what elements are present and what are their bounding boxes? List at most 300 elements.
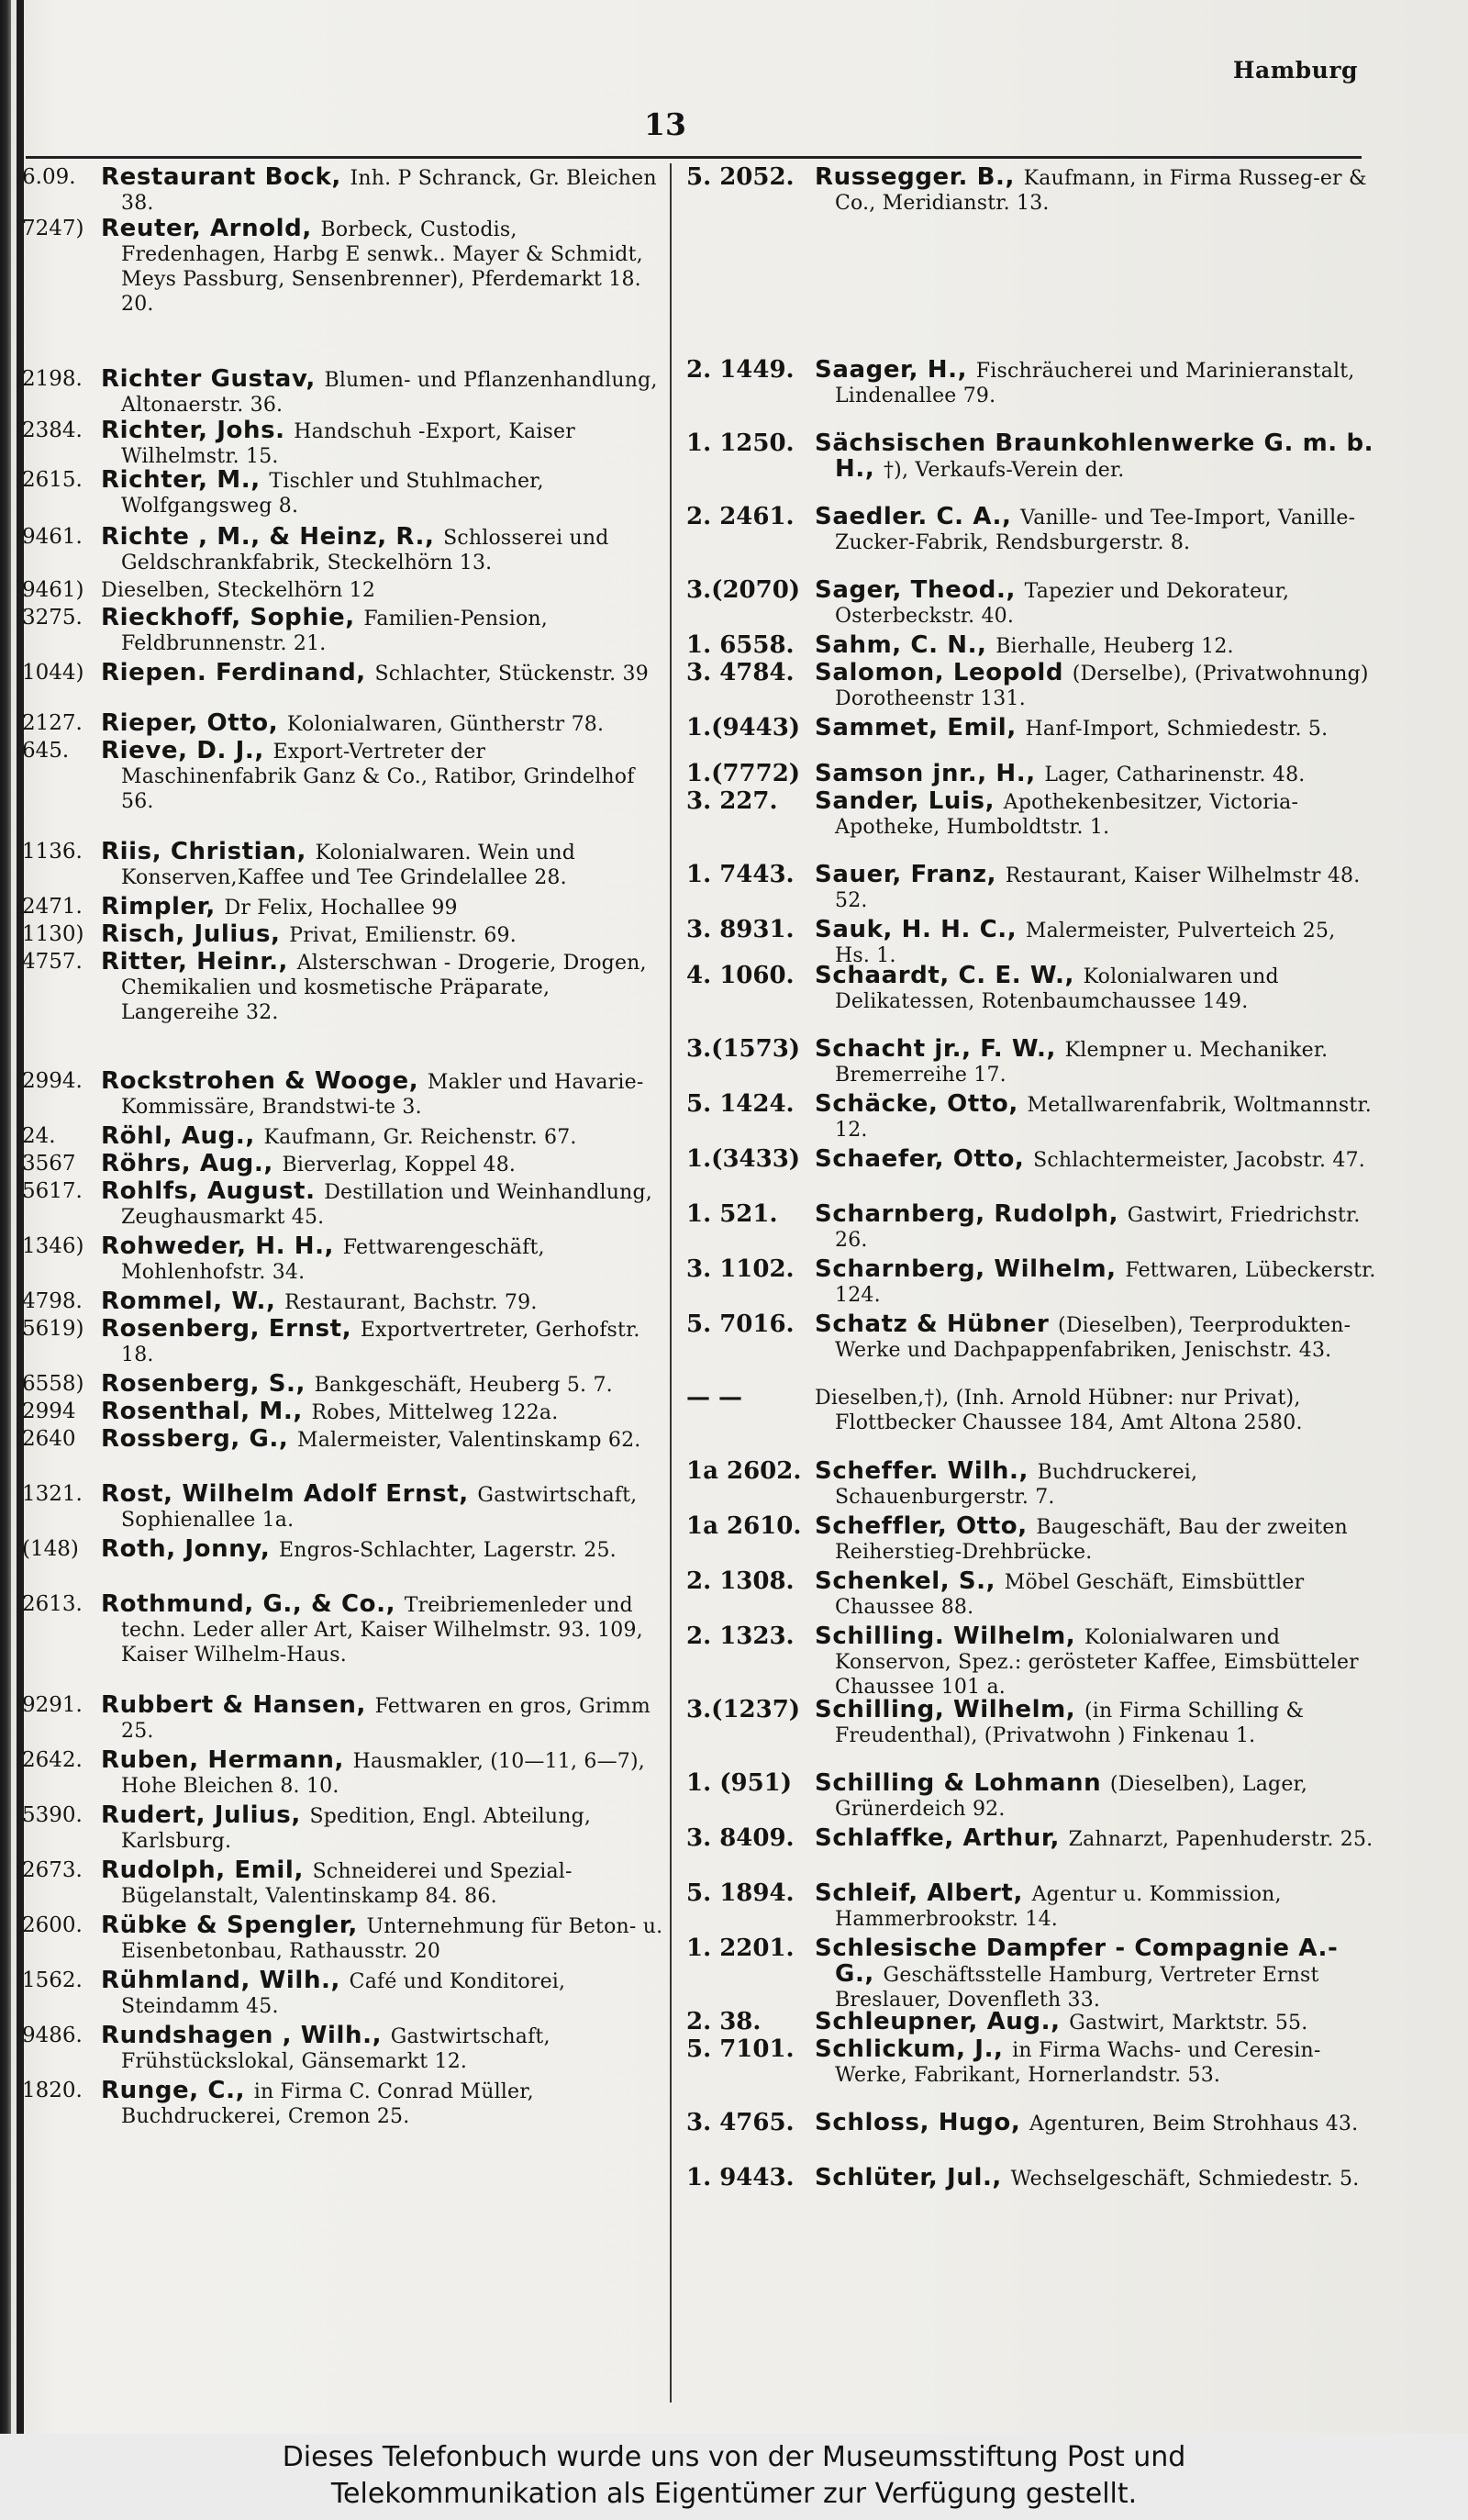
subscriber-details: Engros-Schlachter, Lagerstr. 25. [278, 1539, 617, 1562]
phone-number: 9461. [22, 525, 83, 549]
phone-number: 1. 6558. [686, 631, 795, 659]
directory-entry [686, 165, 1376, 216]
subscriber-details: Borbeck, Custodis, Fredenhagen, Harbg E senwk.. Mayer & Schmidt, Meys Passburg, Sensenbrenner), Pferdemarkt 18. 20. [121, 218, 643, 316]
entry-text [815, 2010, 1376, 2035]
subscriber-name: Rudert, Julius, [101, 1801, 310, 1829]
subscriber-details: Kolonialwaren und Delikatessen, Rotenbaumchaussee 149. [835, 965, 1279, 1013]
subscriber-name: Richte , M., & Heinz, R., [101, 523, 444, 551]
entry-text [815, 633, 1376, 659]
subscriber-name: Schilling & Lohmann [815, 1769, 1110, 1797]
subscriber-details: Malermeister, Pulverteich 25, Hs. 1. [835, 920, 1336, 967]
subscriber-name: Riepen. Ferdinand, [101, 659, 375, 686]
subscriber-details: Vanille- und Tee-Import, Vanille-Zucker-Fabrik, Rendsburgerstr. 8. [835, 507, 1356, 554]
entry-text [815, 1624, 1376, 1700]
phone-number: 1346) [22, 1234, 84, 1258]
subscriber-details: Dr Felix, Hochallee 99 [224, 897, 458, 920]
entry-text [101, 950, 664, 1025]
directory-entry [686, 918, 1376, 968]
entry-text [815, 1147, 1376, 1173]
subscriber-details: Klempner u. Mechaniker. Bremerreihe 17. [835, 1039, 1329, 1087]
subscriber-name: Schlaffke, Arthur, [815, 1824, 1069, 1852]
subscriber-name: Rudolph, Emil, [101, 1857, 313, 1884]
subscriber-name: Schleupner, Aug., [815, 2008, 1070, 2035]
directory-entry [22, 1537, 664, 1563]
subscriber-details: Fischräucherei und Marinieranstalt, Lindenallee 79. [835, 360, 1355, 407]
subscriber-details: Lager, Catharinenstr. 48. [1044, 764, 1306, 786]
phone-number: 1. 9443. [686, 2164, 795, 2191]
running-header-city: Hamburg [1232, 57, 1358, 84]
subscriber-name: Richter Gustav, [101, 365, 325, 393]
subscriber-details: Tischler und Stuhlmacher, Wolfgangsweg 8. [121, 470, 544, 518]
directory-entry [686, 964, 1376, 1014]
directory-entry [22, 711, 664, 737]
subscriber-name: Rosenberg, S., [101, 1370, 315, 1398]
phone-number: 1.(3433) [686, 1145, 801, 1173]
subscriber-name: Sauk, H. H. C., [815, 916, 1026, 943]
directory-entry [22, 1372, 664, 1398]
subscriber-details: Schneiderei und Spezial-Bügelanstalt, Valentinskamp 84. 86. [121, 1860, 573, 1908]
subscriber-name: Richter, Johs. [101, 417, 295, 444]
subscriber-name: Sahm, C. N., [815, 631, 996, 659]
subscriber-details: Gastwirt, Friedrichstr. 26. [835, 1204, 1361, 1252]
subscriber-details: Privat, Emilienstr. 69. [289, 924, 517, 947]
subscriber-name: Scharnberg, Wilhelm, [815, 1255, 1126, 1283]
phone-number: 1. 7443. [686, 861, 795, 888]
directory-entry [22, 2024, 664, 2074]
directory-entry [22, 606, 664, 656]
entry-text [815, 918, 1376, 968]
entry-text [101, 1803, 664, 1854]
entry-text [101, 1317, 664, 1367]
directory-entry [686, 505, 1376, 555]
entry-text [101, 217, 664, 317]
phone-number: 1321. [22, 1482, 83, 1506]
subscriber-details: (in Firma Schilling & Freudenthal), (Privatwohn ) Finkenau 1. [835, 1700, 1305, 1747]
phone-number: 9461) [22, 578, 84, 602]
entry-text [815, 1312, 1376, 1363]
entry-text [101, 418, 664, 469]
phone-number: 6.09. [22, 165, 76, 189]
subscriber-details: Wechselgeschäft, Schmiedestr. 5. [1010, 2168, 1360, 2191]
subscriber-details: Bierhalle, Heuberg 12. [995, 635, 1234, 658]
phone-number: 3. 8931. [686, 916, 795, 943]
entry-text [101, 1069, 664, 1120]
subscriber-name: Rieper, Otto, [101, 709, 287, 737]
phone-number: 645. [22, 739, 70, 763]
subscriber-name: Roth, Jonny, [101, 1535, 279, 1563]
phone-number: 3. 4784. [686, 659, 795, 686]
directory-entry [686, 1698, 1376, 1748]
subscriber-name: Saedler. C. A., [815, 503, 1021, 530]
entry-text [101, 1537, 664, 1563]
directory-entry [22, 1234, 664, 1285]
phone-number: 5390. [22, 1803, 83, 1827]
subscriber-details: Restaurant, Kaiser Wilhelmstr 48. 52. [835, 864, 1361, 912]
phone-number: 5. 1424. [686, 1090, 795, 1118]
directory-entry [22, 950, 664, 1025]
subscriber-name: Scheffer. Wilh., [815, 1457, 1038, 1485]
entry-text [815, 358, 1376, 408]
subscriber-details: Schlachtermeister, Jacobstr. 47. [1033, 1149, 1365, 1172]
directory-entry [22, 2079, 664, 2129]
subscriber-name: Sager, Theod., [815, 576, 1025, 604]
subscriber-name: Sander, Luis, [815, 787, 1004, 815]
subscriber-details: Export-Vertreter der Maschinenfabrik Ganz & Co., Ratibor, Grindelhof 56. [121, 741, 635, 813]
directory-entry [22, 1482, 664, 1533]
subscriber-details: Robes, Mittelweg 122a. [311, 1401, 559, 1424]
entry-text [815, 1826, 1376, 1852]
phone-number: 7247) [22, 217, 84, 240]
directory-entry [686, 1202, 1376, 1253]
subscriber-name: Rubbert & Hansen, [101, 1691, 375, 1719]
entry-text [101, 165, 664, 216]
phone-number: 5. 7101. [686, 2035, 795, 2063]
entry-text [101, 1124, 664, 1150]
entry-text [815, 789, 1376, 840]
phone-number: 9486. [22, 2024, 83, 2047]
directory-entry [686, 1257, 1376, 1308]
subscriber-details: Spedition, Engl. Abteilung, Karlsburg. [121, 1805, 592, 1853]
entry-text [101, 468, 664, 518]
entry-text [101, 1234, 664, 1285]
directory-entry [22, 739, 664, 814]
entry-text [101, 922, 664, 948]
subscriber-name: Ruben, Hermann, [101, 1746, 353, 1774]
subscriber-name: Samson jnr., H., [815, 760, 1045, 787]
subscriber-name: Rundshagen , Wilh., [101, 2022, 391, 2049]
directory-entry [22, 661, 664, 686]
subscriber-name: Schilling. Wilhelm, [815, 1622, 1084, 1650]
header-rule [26, 156, 1362, 159]
subscriber-name: Scharnberg, Rudolph, [815, 1200, 1128, 1228]
entry-text [815, 1514, 1376, 1565]
entry-text [101, 578, 664, 603]
directory-entry [686, 1147, 1376, 1173]
subscriber-details: Zahnarzt, Papenhuderstr. 25. [1068, 1828, 1373, 1851]
entry-text [815, 2037, 1376, 2088]
subscriber-name: Sauer, Franz, [815, 861, 1006, 888]
directory-entry [22, 1427, 664, 1453]
phone-number: 1. 2201. [686, 1935, 795, 1962]
subscriber-name: Rothmund, G., & Co., [101, 1590, 405, 1618]
directory-entry [22, 840, 664, 890]
phone-number: 1.(7772) [686, 760, 801, 787]
subscriber-details: Fettwaren, Lübeckerstr. 124. [835, 1259, 1376, 1307]
subscriber-name: Schacht jr., F. W., [815, 1035, 1065, 1063]
entry-text [101, 367, 664, 418]
directory-entry [686, 1312, 1376, 1363]
directory-entry [22, 1858, 664, 1909]
directory-entry [22, 1399, 664, 1425]
phone-number: 3. 4765. [686, 2109, 795, 2136]
phone-number: 9291. [22, 1693, 83, 1717]
subscriber-details: Baugeschäft, Bau der zweiten Reiherstieg-Drehbrücke. [835, 1516, 1348, 1564]
phone-number: 5617. [22, 1179, 83, 1203]
phone-number: 5. 1894. [686, 1879, 795, 1907]
phone-number: 5619) [22, 1317, 84, 1341]
entry-text [815, 1936, 1376, 2013]
entry-text [815, 2111, 1376, 2136]
entry-text [101, 606, 664, 656]
directory-entry [22, 1968, 664, 2019]
phone-number: 1. (951) [686, 1769, 793, 1797]
directory-entry [686, 863, 1376, 913]
phone-number: 1a 2610. [686, 1512, 802, 1540]
directory-entry [686, 1881, 1376, 1932]
phone-number: 3.(1573) [686, 1035, 801, 1063]
subscriber-details: Gastwirt, Marktstr. 55. [1069, 2012, 1308, 2035]
subscriber-details: Schlachter, Stückenstr. 39 [374, 663, 649, 686]
phone-number: 3. 8409. [686, 1824, 795, 1852]
entry-text [101, 661, 664, 686]
subscriber-details: Dieselben, Steckelhörn 12 [101, 579, 376, 602]
subscriber-name: Rommel, W., [101, 1288, 285, 1315]
phone-number: 2994 [22, 1399, 76, 1423]
directory-entry [686, 1514, 1376, 1565]
footer-line-2: Telekommunikation als Eigentümer zur Verfügung gestellt. [330, 2478, 1138, 2510]
subscriber-details: Handschuh -Export, Kaiser Wilhelmstr. 15. [121, 420, 575, 468]
entry-text [101, 1289, 664, 1315]
subscriber-details: (Dieselben), Lager, Grünerdeich 92. [835, 1773, 1308, 1821]
subscriber-details: Gastwirtschaft, Frühstückslokal, Gänsemarkt 12. [121, 2025, 550, 2073]
entry-text [101, 1179, 664, 1230]
subscriber-name: Schlickum, J., [815, 2035, 1013, 2063]
page-number: 13 [644, 106, 686, 142]
entry-text [815, 2166, 1376, 2191]
subscriber-name: Restaurant Bock, [101, 163, 350, 191]
phone-number: 2613. [22, 1592, 83, 1616]
phone-number: 2. 2461. [686, 503, 795, 530]
directory-entry [686, 1826, 1376, 1852]
subscriber-details: Kolonialwaren. Wein und Konserven,Kaffee und Tee Grindelallee 28. [121, 842, 576, 889]
phone-number: 1820. [22, 2079, 83, 2102]
subscriber-name: Rimpler, [101, 893, 225, 920]
subscriber-details: Möbel Geschäft, Eimsbüttler Chaussee 88. [835, 1571, 1305, 1619]
entry-text [815, 1459, 1376, 1510]
subscriber-details: Familien-Pension, Feldbrunnenstr. 21. [121, 608, 548, 655]
entry-text [101, 1913, 664, 1964]
subscriber-name: Schatz & Hübner [815, 1310, 1059, 1338]
subscriber-details: Tapezier und Dekorateur, Osterbeckstr. 40. [835, 580, 1290, 628]
phone-number: 2. 1449. [686, 356, 795, 384]
subscriber-details: Fettwarengeschäft, Mohlenhofstr. 34. [121, 1236, 545, 1284]
subscriber-name: Rieve, D. J., [101, 737, 273, 764]
phone-number: 1.(9443) [686, 714, 801, 742]
subscriber-details: Bankgeschäft, Heuberg 5. 7. [314, 1374, 613, 1397]
subscriber-name: Sammet, Emil, [815, 714, 1026, 742]
subscriber-name: Röhrs, Aug., [101, 1150, 283, 1177]
phone-number: 1562. [22, 1968, 83, 1992]
subscriber-details: Kaufmann, Gr. Reichenstr. 67. [263, 1126, 577, 1149]
entry-text [815, 1569, 1376, 1620]
entry-text [101, 2079, 664, 2129]
subscriber-details: Malermeister, Valentinskamp 62. [297, 1429, 641, 1452]
entry-text [815, 1092, 1376, 1143]
directory-entry [22, 468, 664, 518]
directory-entry [686, 2111, 1376, 2136]
entry-text [815, 578, 1376, 629]
phone-number: 2642. [22, 1748, 83, 1772]
entry-text [815, 1257, 1376, 1308]
subscriber-name: Riis, Christian, [101, 838, 316, 865]
phone-number: 2198. [22, 367, 83, 391]
directory-entry [686, 431, 1376, 483]
subscriber-name: Russegger. B., [815, 163, 1024, 191]
phone-number: 6558) [22, 1372, 84, 1396]
directory-entry [686, 661, 1376, 711]
phone-number: 2127. [22, 711, 83, 735]
phone-number: 2640 [22, 1427, 76, 1451]
directory-entry [686, 716, 1376, 742]
directory-entry [686, 1624, 1376, 1700]
directory-entry [686, 2037, 1376, 2088]
entry-text [815, 716, 1376, 742]
subscriber-name: Schaefer, Otto, [815, 1145, 1034, 1173]
phone-number: 2673. [22, 1858, 83, 1882]
entry-text [815, 1881, 1376, 1932]
subscriber-details: Restaurant, Bachstr. 79. [284, 1291, 538, 1314]
subscriber-name: Richter, M., [101, 466, 270, 494]
entry-text [101, 1482, 664, 1533]
directory-entry [686, 2010, 1376, 2035]
subscriber-name: Scheffler, Otto, [815, 1512, 1037, 1540]
subscriber-details: Treibriemenleder und techn. Leder aller Art, Kaiser Wilhelmstr. 93. 109, Kaiser Wilhelm-Haus. [121, 1594, 643, 1667]
subscriber-details: Metallwarenfabrik, Woltmannstr. 12. [835, 1094, 1372, 1142]
directory-entry [22, 367, 664, 418]
entry-text [101, 840, 664, 890]
entry-text [101, 525, 664, 575]
subscriber-details: Unternehmung für Beton- u. Eisenbetonbau, Rathausstr. 20 [121, 1915, 663, 1963]
directory-entry [22, 922, 664, 948]
directory-entry [686, 633, 1376, 659]
phone-number: 3. 227. [686, 787, 778, 815]
subscriber-details: Dieselben,†), (Inh. Arnold Hübner: nur Privat), Flottbecker Chaussee 184, Amt Altona 2580. [815, 1387, 1303, 1434]
subscriber-details: Makler und Havarie-Kommissäre, Brandstwi-te 3. [121, 1071, 644, 1119]
subscriber-details: Apothekenbesitzer, Victoria-Apotheke, Humboldtstr. 1. [835, 791, 1299, 839]
subscriber-name: Röhl, Aug., [101, 1122, 264, 1150]
entry-text [101, 2024, 664, 2074]
entry-text [815, 1386, 1376, 1435]
phone-number: 2. 1308. [686, 1567, 795, 1595]
subscriber-details: in Firma C. Conrad Müller, Buchdruckerei, Cremon 25. [121, 2080, 534, 2128]
subscriber-name: Schäcke, Otto, [815, 1090, 1028, 1118]
subscriber-name: Schilling, Wilhelm, [815, 1696, 1084, 1723]
subscriber-name: Schlüter, Jul., [815, 2164, 1011, 2191]
directory-entry [22, 895, 664, 920]
entry-text [101, 1152, 664, 1177]
subscriber-name: Rockstrohen & Wooge, [101, 1067, 428, 1095]
directory-entry [22, 165, 664, 216]
phone-number: 1044) [22, 661, 84, 685]
directory-entry [686, 762, 1376, 787]
entry-text [101, 1968, 664, 2019]
subscriber-name: Runge, C., [101, 2077, 254, 2104]
subscriber-name: Schlesische Dampfer - Compagnie A.-G., [815, 1935, 1339, 1988]
entry-text [101, 1399, 664, 1425]
subscriber-details: Exportvertreter, Gerhofstr. 18. [121, 1319, 640, 1366]
entry-text [815, 964, 1376, 1014]
entry-text [101, 1372, 664, 1398]
directory-entry [686, 1386, 1376, 1435]
directory-entry [22, 1592, 664, 1667]
phone-number: 1130) [22, 922, 84, 946]
directory-entry [686, 1459, 1376, 1510]
entry-text [101, 1748, 664, 1799]
directory-entry [686, 1771, 1376, 1822]
footer-notice [0, 2434, 1468, 2520]
subscriber-details: (Dieselben), Teerprodukten-Werke und Dachpappenfabriken, Jenischstr. 43. [835, 1314, 1351, 1362]
subscriber-details: Agentur u. Kommission, Hammerbrookstr. 14. [835, 1883, 1282, 1931]
directory-entry [22, 1289, 664, 1315]
directory-entry [22, 1152, 664, 1177]
subscriber-details: Hanf-Import, Schmiedestr. 5. [1025, 718, 1329, 741]
phone-number: 2384. [22, 418, 83, 442]
directory-entry [22, 1913, 664, 1964]
subscriber-details: Gastwirtschaft, Sophienallee 1a. [121, 1484, 638, 1532]
column-divider [670, 163, 672, 2403]
phone-number: 2. 1323. [686, 1622, 795, 1650]
subscriber-name: Schloss, Hugo, [815, 2109, 1029, 2136]
subscriber-details: Destillation und Weinhandlung, Zeughausmarkt 45. [121, 1181, 652, 1229]
phone-number: 1a 2602. [686, 1457, 802, 1485]
subscriber-name: Rost, Wilhelm Adolf Ernst, [101, 1480, 478, 1508]
phone-number: 1. 1250. [686, 429, 795, 457]
entry-text [815, 661, 1376, 711]
subscriber-name: Rosenthal, M., [101, 1398, 312, 1425]
phone-number: 3.(2070) [686, 576, 801, 604]
entry-text [101, 1858, 664, 1909]
subscriber-details: Inh. P Schranck, Gr. Bleichen 38. [121, 167, 657, 215]
phone-number: 24. [22, 1124, 56, 1148]
directory-entry [22, 1179, 664, 1230]
phone-number: 4798. [22, 1289, 83, 1313]
directory-entry [22, 217, 664, 317]
entry-text [101, 1427, 664, 1453]
subscriber-name: Rohweder, H. H., [101, 1232, 343, 1260]
subscriber-name: Reuter, Arnold, [101, 215, 321, 242]
directory-entry [22, 1124, 664, 1150]
directory-entry [22, 525, 664, 575]
phone-number: 2. 38. [686, 2008, 762, 2035]
subscriber-details: Hausmakler, (10—11, 6—7), Hohe Bleichen 8. 10. [121, 1750, 645, 1798]
subscriber-details: Kolonialwaren und Konservon, Spez.: gerösteter Kaffee, Eimsbütteler Chaussee 101 a. [835, 1626, 1359, 1699]
phone-number: 5. 2052. [686, 163, 795, 191]
subscriber-details: in Firma Wachs- und Ceresin-Werke, Fabrikant, Hornerlandstr. 53. [835, 2039, 1321, 2087]
phone-number: 4757. [22, 950, 83, 974]
phone-number: 2615. [22, 468, 83, 492]
directory-entry [686, 1569, 1376, 1620]
directory-entry [22, 1069, 664, 1120]
entry-text [815, 431, 1376, 483]
entry-text [815, 1771, 1376, 1822]
subscriber-name: Salomon, Leopold [815, 659, 1073, 686]
subscriber-name: Schleif, Albert, [815, 1879, 1032, 1907]
subscriber-details: Geschäftsstelle Hamburg, Vertreter Ernst Breslauer, Dovenfleth 33. [835, 1964, 1319, 2012]
phone-number: 1136. [22, 840, 83, 864]
subscriber-name: Risch, Julius, [101, 920, 290, 948]
subscriber-name: Saager, H., [815, 356, 976, 384]
phone-number: 2471. [22, 895, 83, 919]
entry-text [101, 1592, 664, 1667]
phone-number: 1. 521. [686, 1200, 778, 1228]
subscriber-details: Buchdruckerei, Schauenburgerstr. 7. [835, 1461, 1198, 1509]
entry-text [101, 711, 664, 737]
directory-entry [686, 578, 1376, 629]
subscriber-name: Schaardt, C. E. W., [815, 962, 1084, 989]
phone-number: 2994. [22, 1069, 83, 1093]
subscriber-details: Schlosserei und Geldschrankfabrik, Steckelhörn 13. [121, 527, 609, 574]
subscriber-details: Bierverlag, Koppel 48. [282, 1154, 517, 1176]
